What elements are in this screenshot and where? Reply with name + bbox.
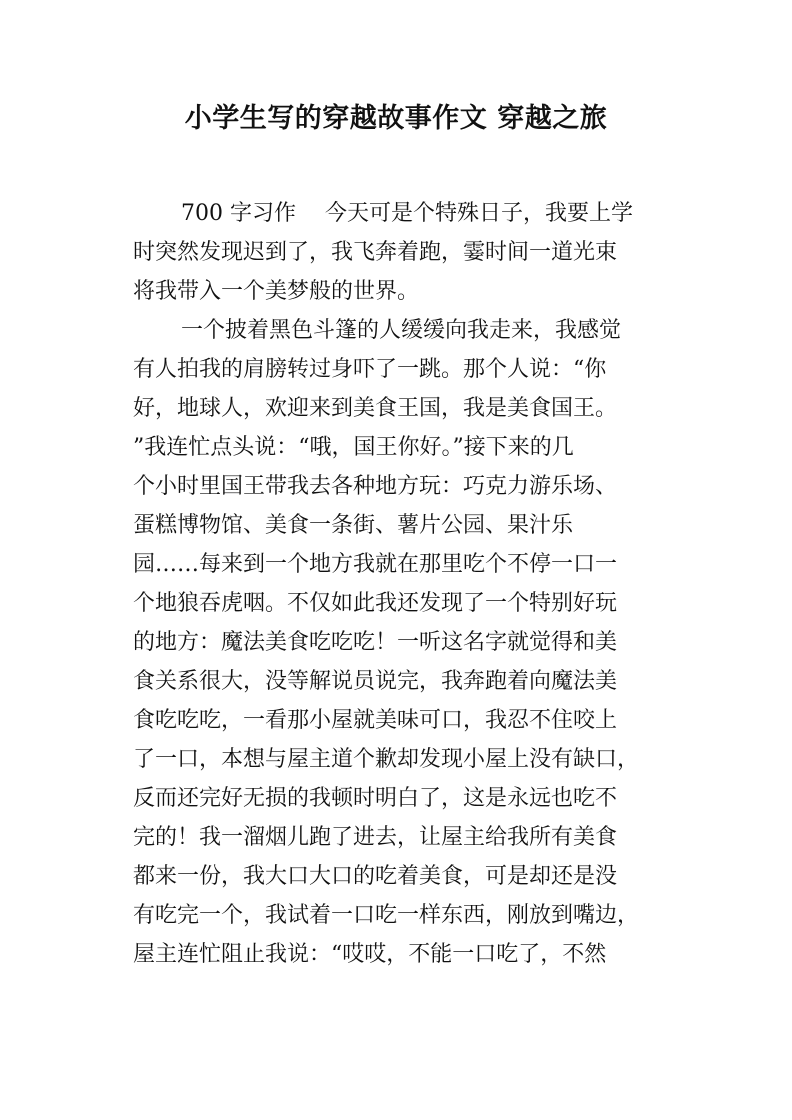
document-title: 小学生写的穿越故事作文 穿越之旅	[184, 103, 608, 134]
text-line: ”我连忙点头说：“哦，国王你好。”接下来的几	[133, 435, 574, 460]
text-line: 700 字习作 今天可是个特殊日子，我要上学	[181, 201, 633, 226]
text-line: 个地狼吞虎咽。不仅如此我还发现了一个特别好玩	[133, 591, 618, 616]
text-line: 园……每来到一个地方我就在那里吃个不停一口一	[133, 552, 618, 577]
text-line: 有人拍我的肩膀转过身吓了一跳。那个人说：“你	[133, 357, 607, 382]
text-line: 了一口，本想与屋主道个歉却发现小屋上没有缺口，	[133, 747, 640, 772]
text-line: 屋主连忙阻止我说：“哎哎，不能一口吃了，不然	[133, 942, 607, 967]
text-line: 有吃完一个，我试着一口吃一样东西，刚放到嘴边，	[133, 903, 640, 928]
text-line: 一个披着黑色斗篷的人缓缓向我走来，我感觉	[181, 318, 622, 343]
text-line: 时突然发现迟到了，我飞奔着跑，霎时间一道光束	[133, 240, 618, 265]
text-line: 都来一份，我大口大口的吃着美食，可是却还是没	[133, 864, 618, 889]
text-line: 的地方：魔法美食吃吃吃！一听这名字就觉得和美	[133, 630, 618, 655]
text-line: 蛋糕博物馆、美食一条街、薯片公园、果汁乐	[133, 513, 574, 538]
text-line: 好，地球人，欢迎来到美食王国，我是美食国王。	[133, 396, 618, 421]
text-line: 反而还完好无损的我顿时明白了，这是永远也吃不	[133, 786, 618, 811]
text-line: 完的！我一溜烟儿跑了进去，让屋主给我所有美食	[133, 825, 618, 850]
document-body	[133, 194, 673, 974]
text-line: 个小时里国王带我去各种地方玩：巧克力游乐场、	[133, 474, 618, 499]
text-line: 食关系很大，没等解说员说完，我奔跑着向魔法美	[133, 669, 618, 694]
text-line: 将我带入一个美梦般的世界。	[133, 279, 420, 304]
text-line: 食吃吃吃，一看那小屋就美味可口，我忍不住咬上	[133, 708, 618, 733]
